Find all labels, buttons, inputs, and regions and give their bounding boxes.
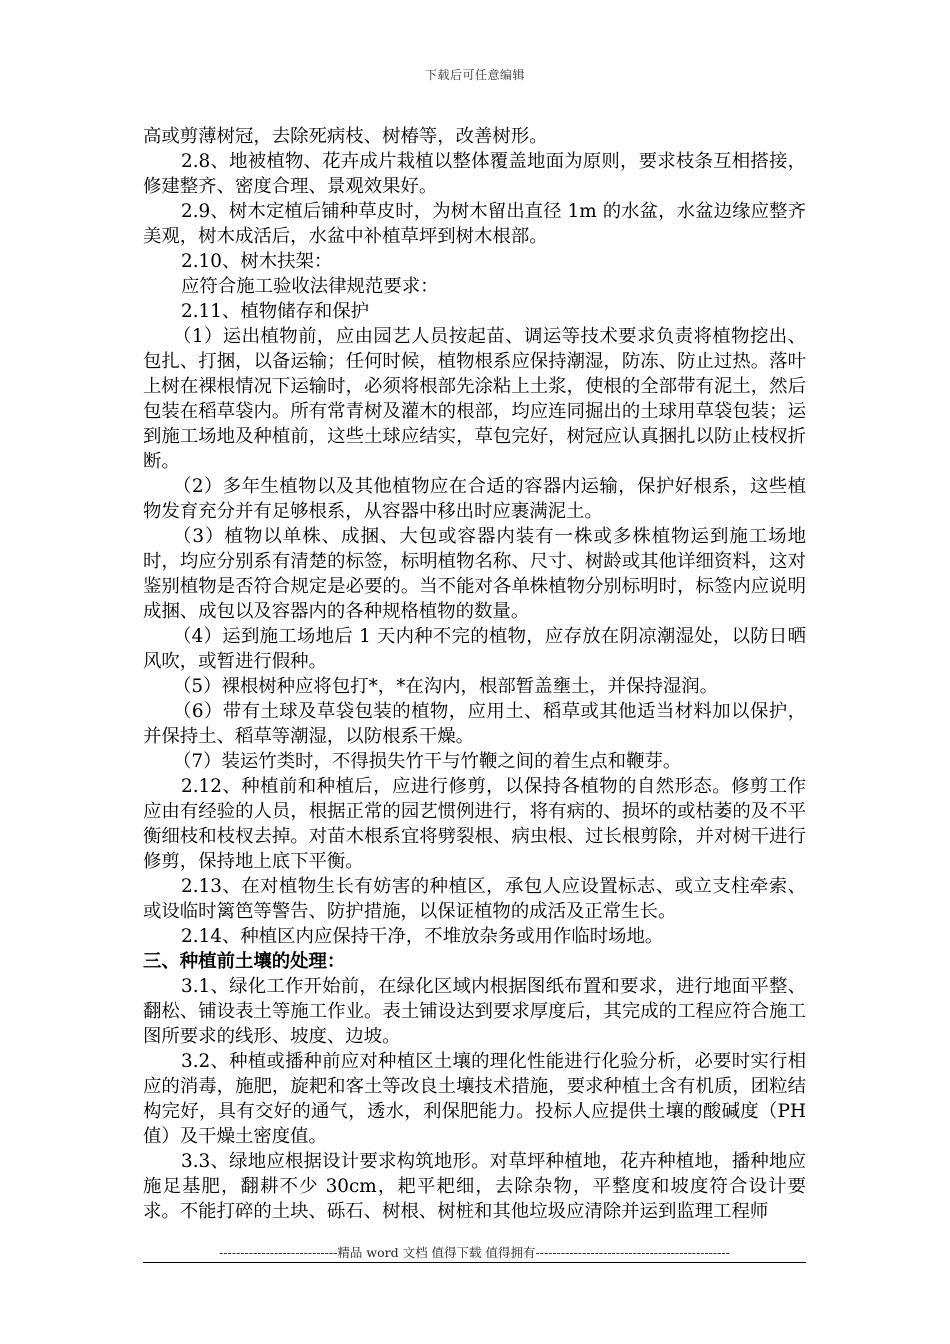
paragraph: 2.12、种植前和种植后，应进行修剪，以保持各植物的自然形态。修剪工作应由有经验的人员，根据正常的园艺惯例进行，将有病的、损坏的或枯萎的及不平衡细枝和枝杈去掉。对苗木根系宜将劈裂根、病虫根、过长根剪除，并对树干进行修剪，保持地上底下平衡。 bbox=[143, 776, 806, 872]
page-footer: ----------------------------精品 word 文档 值得下载 值得拥有---------------------------------------------- bbox=[219, 1245, 730, 1260]
page-header: 下载后可任意编辑 bbox=[424, 68, 525, 82]
paragraph: 2.8、地被植物、花卉成片栽植以整体覆盖地面为原则，要求枝条互相搭接，修建整齐、密度合理、景观效果好。 bbox=[143, 151, 806, 197]
paragraph: 2.14、种植区内应保持干净，不堆放杂务或用作临时场地。 bbox=[181, 926, 664, 947]
paragraph: 3.1、绿化工作开始前，在绿化区域内根据图纸布置和要求，进行地面平整、翻松、铺设表土等施工作业。表土铺设达到要求厚度后，其完成的工程应符合施工图所要求的线形、坡度、边坡。 bbox=[143, 976, 806, 1047]
paragraph: 2.11、植物储存和保护 bbox=[181, 301, 370, 322]
paragraph: 高或剪薄树冠，去除死病枝、树椿等，改善树形。 bbox=[143, 126, 548, 147]
footer-divider bbox=[143, 1262, 806, 1263]
paragraph: （3）植物以单株、成捆、大包或容器内装有一株或多株植物运到施工场地时，均应分别系有清楚的标签，标明植物名称、尺寸、树龄或其他详细资料，这对鉴别植物是否符合规定是必要的。当不能对各单株植物分别标明时，标签内应说明成捆、成包以及容器内的各种规格植物的数量。 bbox=[143, 526, 806, 622]
paragraph: 应符合施工验收法律规范要求： bbox=[181, 276, 439, 297]
paragraph: 2.9、树木定植后铺种草皮时，为树木留出直径 1m 的水盆，水盆边缘应整齐美观，树木成活后，水盆中补植草坪到树木根部。 bbox=[143, 201, 806, 247]
document-body bbox=[143, 124, 806, 1224]
paragraph: （5）裸根树种应将包打*，*在沟内，根部暂盖壅土，并保持湿润。 bbox=[173, 676, 719, 697]
section-heading: 三、种植前土壤的处理： bbox=[143, 951, 346, 972]
paragraph: （6）带有土球及草袋包装的植物，应用土、稻草或其他适当材料加以保护，并保持土、稻草等潮湿，以防根系干燥。 bbox=[143, 701, 806, 747]
paragraph: 2.10、树木扶架： bbox=[181, 251, 333, 272]
paragraph: 3.3、绿地应根据设计要求构筑地形。对草坪种植地，花卉种植地，播种地应施足基肥，翻耕不少 30cm，耙平耙细，去除杂物，平整度和坡度符合设计要求。不能打碎的土块、砾石、树根、树桩和其他垃圾应清除并运到监理工程师 bbox=[143, 1151, 806, 1222]
paragraph: （1）运出植物前，应由园艺人员按起苗、调运等技术要求负责将植物挖出、包扎、打捆，以备运输；任何时候，植物根系应保持潮湿，防冻、防止过热。落叶上树在裸根情况下运输时，必须将根部先涂粘上土浆，使根的全部带有泥土，然后包装在稻草袋内。所有常青树及灌木的根部，均应连同掘出的土球用草袋包装；运到施工场地及种植前，这些土球应结实，草包完好，树冠应认真捆扎以防止枝杈折断。 bbox=[143, 326, 806, 472]
paragraph: 2.13、在对植物生长有妨害的种植区，承包人应设置标志、或立支柱牵索、或设临时篱笆等警告、防护措施，以保证植物的成活及正常生长。 bbox=[143, 876, 806, 922]
paragraph: （7）装运竹类时，不得损失竹干与竹鞭之间的着生点和鞭芽。 bbox=[173, 751, 682, 772]
paragraph: 3.2、种植或播种前应对种植区土壤的理化性能进行化验分析，必要时实行相应的消毒，施肥，旋耙和客土等改良土壤技术措施，要求种植土含有机质，团粒结构完好，具有交好的通气，透水，利保肥能力。投标人应提供土壤的酸碱度（PH 值）及干燥土密度值。 bbox=[143, 1051, 806, 1147]
paragraph: （2）多年生植物以及其他植物应在合适的容器内运输，保护好根系，这些植物发育充分并有足够根系，从容器中移出时应裹满泥土。 bbox=[143, 476, 806, 522]
paragraph: （4）运到施工场地后 1 天内种不完的植物，应存放在阴凉潮湿处，以防日晒风吹，或暂进行假种。 bbox=[143, 626, 806, 672]
